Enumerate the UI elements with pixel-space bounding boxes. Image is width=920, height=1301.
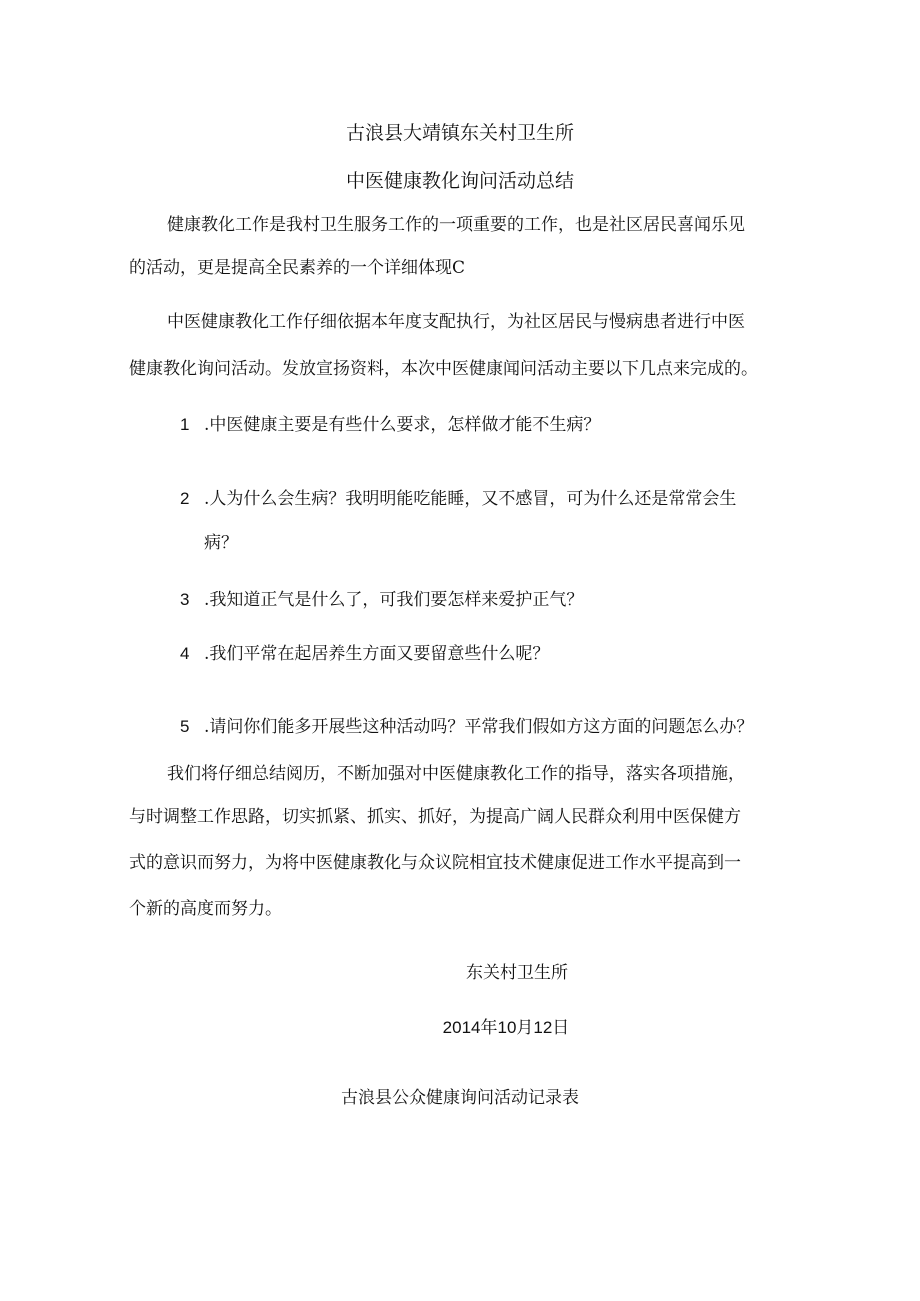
paragraph-line: 健康教化工作是我村卫生服务工作的一项重要的工作，也是社区居民喜闻乐见 [167, 215, 745, 235]
document-subtitle: 中医健康教化询问活动总结 [345, 171, 574, 192]
paragraph-line: 式的意识而努力，为将中医健康教化与众议院相宜技术健康促进工作水平提高到一 [129, 853, 741, 873]
paragraph-line: 我们将仔细总结阅历，不断加强对中医健康教化工作的指导，落实各项措施， [167, 764, 745, 784]
question-item-3 [180, 591, 583, 609]
document-title: 古浪县大靖镇东关村卫生所 [345, 123, 574, 144]
question-number: 3 [180, 590, 190, 609]
activity-paragraph [129, 314, 795, 378]
question-number: 1 [180, 415, 190, 434]
intro-paragraph [129, 217, 795, 277]
question-text: .人为什么会生病？我明明能吃能睡，又不感冒，可为什么还是常常会生 [204, 489, 737, 509]
paragraph-line: 健康教化询问活动。发放宣扬资料，本次中医健康闻问活动主要以下几点来完成的。 [129, 359, 758, 379]
question-text: .我知道正气是什么了，可我们要怎样来爱护正气？ [204, 590, 584, 610]
question-text: .请问你们能多开展些这种活动吗？平常我们假如方这方面的问题怎么办？ [204, 717, 754, 737]
question-text-continued: 病？ [204, 533, 238, 553]
document-date: 2014年10月12日 [442, 1018, 570, 1037]
conclusion-paragraph [129, 766, 795, 918]
question-item-5 [180, 718, 753, 736]
question-number: 2 [180, 489, 190, 508]
question-text: .我们平常在起居养生方面又要留意些什么呢？ [204, 644, 550, 664]
question-item-1 [180, 416, 600, 434]
next-section-title: 古浪县公众健康询问活动记录表 [341, 1088, 579, 1108]
question-number: 4 [180, 644, 190, 663]
paragraph-line: 个新的高度而努力。 [129, 899, 282, 919]
question-item-2 [180, 490, 736, 552]
paragraph-line: 的活动，更是提高全民素养的一个详细体现C [129, 258, 466, 278]
paragraph-line: 中医健康教化工作仔细依据本年度支配执行，为社区居民与慢病患者进行中医 [167, 312, 745, 332]
question-number: 5 [180, 717, 190, 736]
paragraph-line: 与时调整工作思路，切实抓紧、抓实、抓好，为提高广阔人民群众利用中医保健方 [129, 807, 741, 827]
question-text: .中医健康主要是有些什么要求，怎样做才能不生病？ [204, 415, 601, 435]
question-item-4 [180, 645, 549, 663]
signature: 东关村卫生所 [466, 963, 568, 983]
